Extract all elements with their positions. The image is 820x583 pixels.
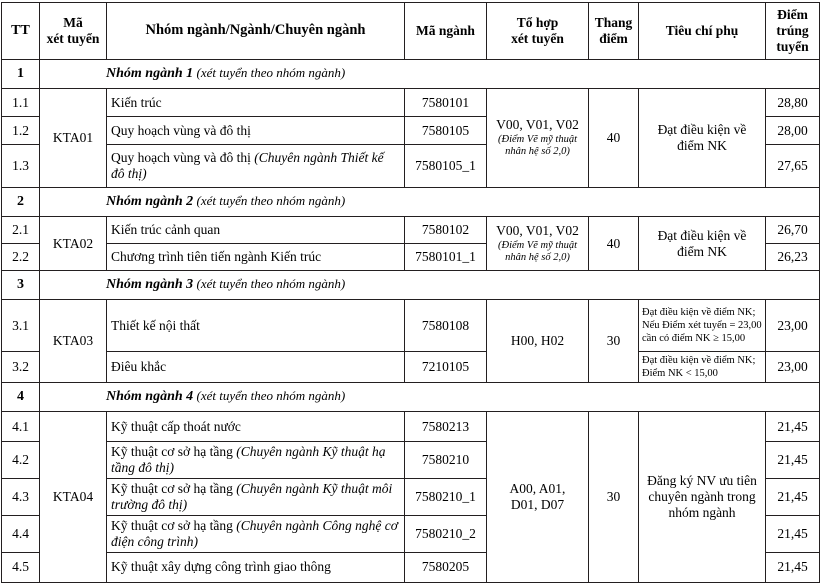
row-criteria-line1: Đạt điều kiện về điểm NK; — [642, 355, 756, 366]
group-criteria: Đạt điều kiện về điểm NK — [639, 217, 766, 271]
group-note: (xét tuyển theo nhóm ngành) — [196, 65, 346, 81]
header-diem-line1: Điểm — [777, 7, 808, 23]
row-tt: 4.4 — [2, 515, 40, 552]
row-major-code: 7580105_1 — [405, 145, 487, 188]
group-code: KTA04 — [40, 412, 107, 583]
row-name — [107, 300, 405, 352]
row-major-code: 7580205 — [405, 552, 487, 582]
table-row — [2, 217, 820, 244]
row-tt: 3.2 — [2, 352, 40, 383]
group-combo — [487, 89, 589, 188]
row-name-spec: (Chuyên ngành Công nghệ cơ điện công trình) — [111, 517, 398, 549]
header-ma-xet-tuyen-line2: xét tuyển — [46, 31, 100, 46]
table-row — [2, 89, 820, 117]
group-code: KTA01 — [40, 89, 107, 188]
header-thang-diem — [589, 3, 639, 60]
row-name — [107, 479, 405, 516]
row-name — [107, 552, 405, 582]
row-name-main: Kỹ thuật cấp thoát nước — [111, 418, 241, 434]
group-note: (xét tuyển theo nhóm ngành) — [196, 276, 346, 292]
group-combo-line1: A00, A01, — [509, 481, 566, 497]
group-title-cell — [40, 271, 820, 300]
admission-scores-sheet — [0, 2, 820, 578]
row-major-code: 7580210_1 — [405, 479, 487, 516]
group-number: 2 — [2, 188, 40, 217]
row-name — [107, 442, 405, 479]
table-row — [2, 352, 820, 383]
group-scale: 30 — [589, 300, 639, 383]
table-row — [2, 300, 820, 352]
row-name-main: Quy hoạch vùng và đô thị — [111, 122, 251, 138]
row-score: 21,45 — [766, 442, 820, 479]
header-diem-trung-tuyen — [766, 3, 820, 60]
header-ma-xet-tuyen-line1: Mã — [63, 15, 83, 31]
header-thang-line2: điểm — [599, 31, 628, 46]
group-number: 1 — [2, 60, 40, 89]
header-to-hop-line2: xét tuyển — [511, 31, 564, 46]
row-criteria-line1: Đạt điều kiện về điểm NK; — [642, 306, 756, 318]
group-combo — [487, 412, 589, 583]
row-score: 23,00 — [766, 300, 820, 352]
row-name — [107, 89, 405, 117]
row-major-code: 7580108 — [405, 300, 487, 352]
row-name-spec: (Chuyên ngành Thiết kế đô thị) — [111, 150, 384, 181]
row-name — [107, 145, 405, 188]
header-ma-nganh: Mã ngành — [405, 3, 487, 60]
group-combo-note: (Điểm Vẽ mỹ thuật nhân hệ số 2,0) — [497, 239, 578, 263]
row-score: 21,45 — [766, 552, 820, 582]
row-major-code: 7580102 — [405, 217, 487, 244]
row-name-main: Kỹ thuật cơ sở hạ tầng — [111, 444, 237, 460]
header-diem-line3: tuyển — [776, 38, 809, 54]
row-tt: 2.1 — [2, 217, 40, 244]
row-major-code: 7580210_2 — [405, 515, 487, 552]
group-criteria: Đạt điều kiện về điểm NK — [639, 89, 766, 188]
group-code: KTA02 — [40, 217, 107, 271]
group-title-row — [2, 383, 820, 412]
row-name-main: Kiến trúc cảnh quan — [111, 222, 221, 238]
group-title-cell — [40, 188, 820, 217]
group-scale: 30 — [589, 412, 639, 583]
group-combo-note: (Điểm Vẽ mỹ thuật nhân hệ số 2,0) — [497, 134, 578, 158]
header-to-hop-xet-tuyen — [487, 3, 589, 60]
row-name-main: Kỹ thuật xây dựng công trình giao thông — [111, 559, 331, 575]
row-tt: 4.5 — [2, 552, 40, 582]
row-major-code: 7210105 — [405, 352, 487, 383]
group-title-row — [2, 188, 820, 217]
row-major-code: 7580101 — [405, 89, 487, 117]
row-tt: 1.2 — [2, 117, 40, 145]
header-thang-line1: Thang — [594, 15, 633, 31]
header-tieu-chi-phu: Tiêu chí phụ — [639, 3, 766, 60]
group-note: (xét tuyển theo nhóm ngành) — [196, 388, 346, 404]
row-major-code: 7580213 — [405, 412, 487, 442]
row-name-main: Quy hoạch vùng và đô thị — [111, 150, 255, 166]
header-tt: TT — [2, 3, 40, 60]
group-title-cell — [40, 60, 820, 89]
row-tt: 4.2 — [2, 442, 40, 479]
row-score: 28,80 — [766, 89, 820, 117]
header-ma-xet-tuyen — [40, 3, 107, 60]
row-name-spec: (Chuyên ngành Kỹ thuật hạ tầng đô thị) — [111, 444, 386, 476]
row-criteria-line2: Điểm NK < 15,00 — [642, 368, 718, 380]
header-diem-line2: trúng — [776, 23, 809, 39]
group-scale: 40 — [589, 89, 639, 188]
table-row — [2, 412, 820, 442]
row-score: 21,45 — [766, 479, 820, 516]
row-score: 21,45 — [766, 412, 820, 442]
row-score: 23,00 — [766, 352, 820, 383]
group-scale: 40 — [589, 217, 639, 271]
row-name — [107, 515, 405, 552]
admission-scores-table — [1, 2, 820, 583]
row-tt: 4.3 — [2, 479, 40, 516]
row-score: 21,45 — [766, 515, 820, 552]
table-body — [2, 60, 820, 583]
row-major-code: 7580105 — [405, 117, 487, 145]
row-major-code: 7580101_1 — [405, 244, 487, 271]
group-title-row — [2, 60, 820, 89]
group-combo-main: V00, V01, V02 — [496, 117, 579, 133]
group-title: Nhóm ngành 3 — [106, 277, 194, 293]
row-criteria-line3: cần có điểm NK ≥ 15,00 — [642, 333, 746, 345]
group-code: KTA03 — [40, 300, 107, 383]
header-row — [2, 3, 820, 60]
row-name — [107, 117, 405, 145]
row-criteria-line2: Nếu Điểm xét tuyển = 23,00 — [642, 319, 762, 331]
group-combo — [487, 217, 589, 271]
row-name-main: Kỹ thuật cơ sở hạ tầng — [111, 481, 237, 497]
row-name-spec: (Chuyên ngành Kỹ thuật môi trường đô thị) — [111, 481, 393, 513]
row-score: 26,70 — [766, 217, 820, 244]
row-score: 28,00 — [766, 117, 820, 145]
group-criteria: Đăng ký NV ưu tiên chuyên ngành trong nhóm ngành — [639, 412, 766, 583]
row-criteria — [639, 352, 766, 383]
row-score: 27,65 — [766, 145, 820, 188]
group-number: 4 — [2, 383, 40, 412]
group-note: (xét tuyển theo nhóm ngành) — [196, 193, 346, 209]
row-tt: 4.1 — [2, 412, 40, 442]
group-title-row — [2, 271, 820, 300]
row-name-main: Chương trình tiên tiến ngành Kiến trúc — [111, 249, 322, 265]
row-name — [107, 412, 405, 442]
row-name-main: Thiết kế nội thất — [111, 317, 200, 333]
header-nhom-nganh: Nhóm ngành/Ngành/Chuyên ngành — [107, 3, 405, 60]
row-name — [107, 244, 405, 271]
row-tt: 1.1 — [2, 89, 40, 117]
group-title: Nhóm ngành 1 — [106, 66, 194, 82]
row-tt: 3.1 — [2, 300, 40, 352]
row-score: 26,23 — [766, 244, 820, 271]
group-title: Nhóm ngành 4 — [106, 389, 194, 405]
row-major-code: 7580210 — [405, 442, 487, 479]
row-name — [107, 217, 405, 244]
group-combo-main: H00, H02 — [510, 332, 565, 348]
group-title-cell — [40, 383, 820, 412]
row-name-main: Kỹ thuật cơ sở hạ tầng — [111, 517, 237, 533]
row-name-main: Kiến trúc — [111, 94, 162, 110]
group-combo — [487, 300, 589, 383]
row-tt: 2.2 — [2, 244, 40, 271]
row-criteria — [639, 300, 766, 352]
row-name — [107, 352, 405, 383]
row-tt: 1.3 — [2, 145, 40, 188]
row-name-main: Điêu khắc — [111, 359, 167, 375]
group-title: Nhóm ngành 2 — [106, 194, 194, 210]
table-header — [2, 3, 820, 60]
group-number: 3 — [2, 271, 40, 300]
group-combo-main: V00, V01, V02 — [496, 222, 579, 238]
header-to-hop-line1: Tổ hợp — [516, 15, 559, 31]
group-combo-line2: D01, D07 — [510, 497, 565, 513]
